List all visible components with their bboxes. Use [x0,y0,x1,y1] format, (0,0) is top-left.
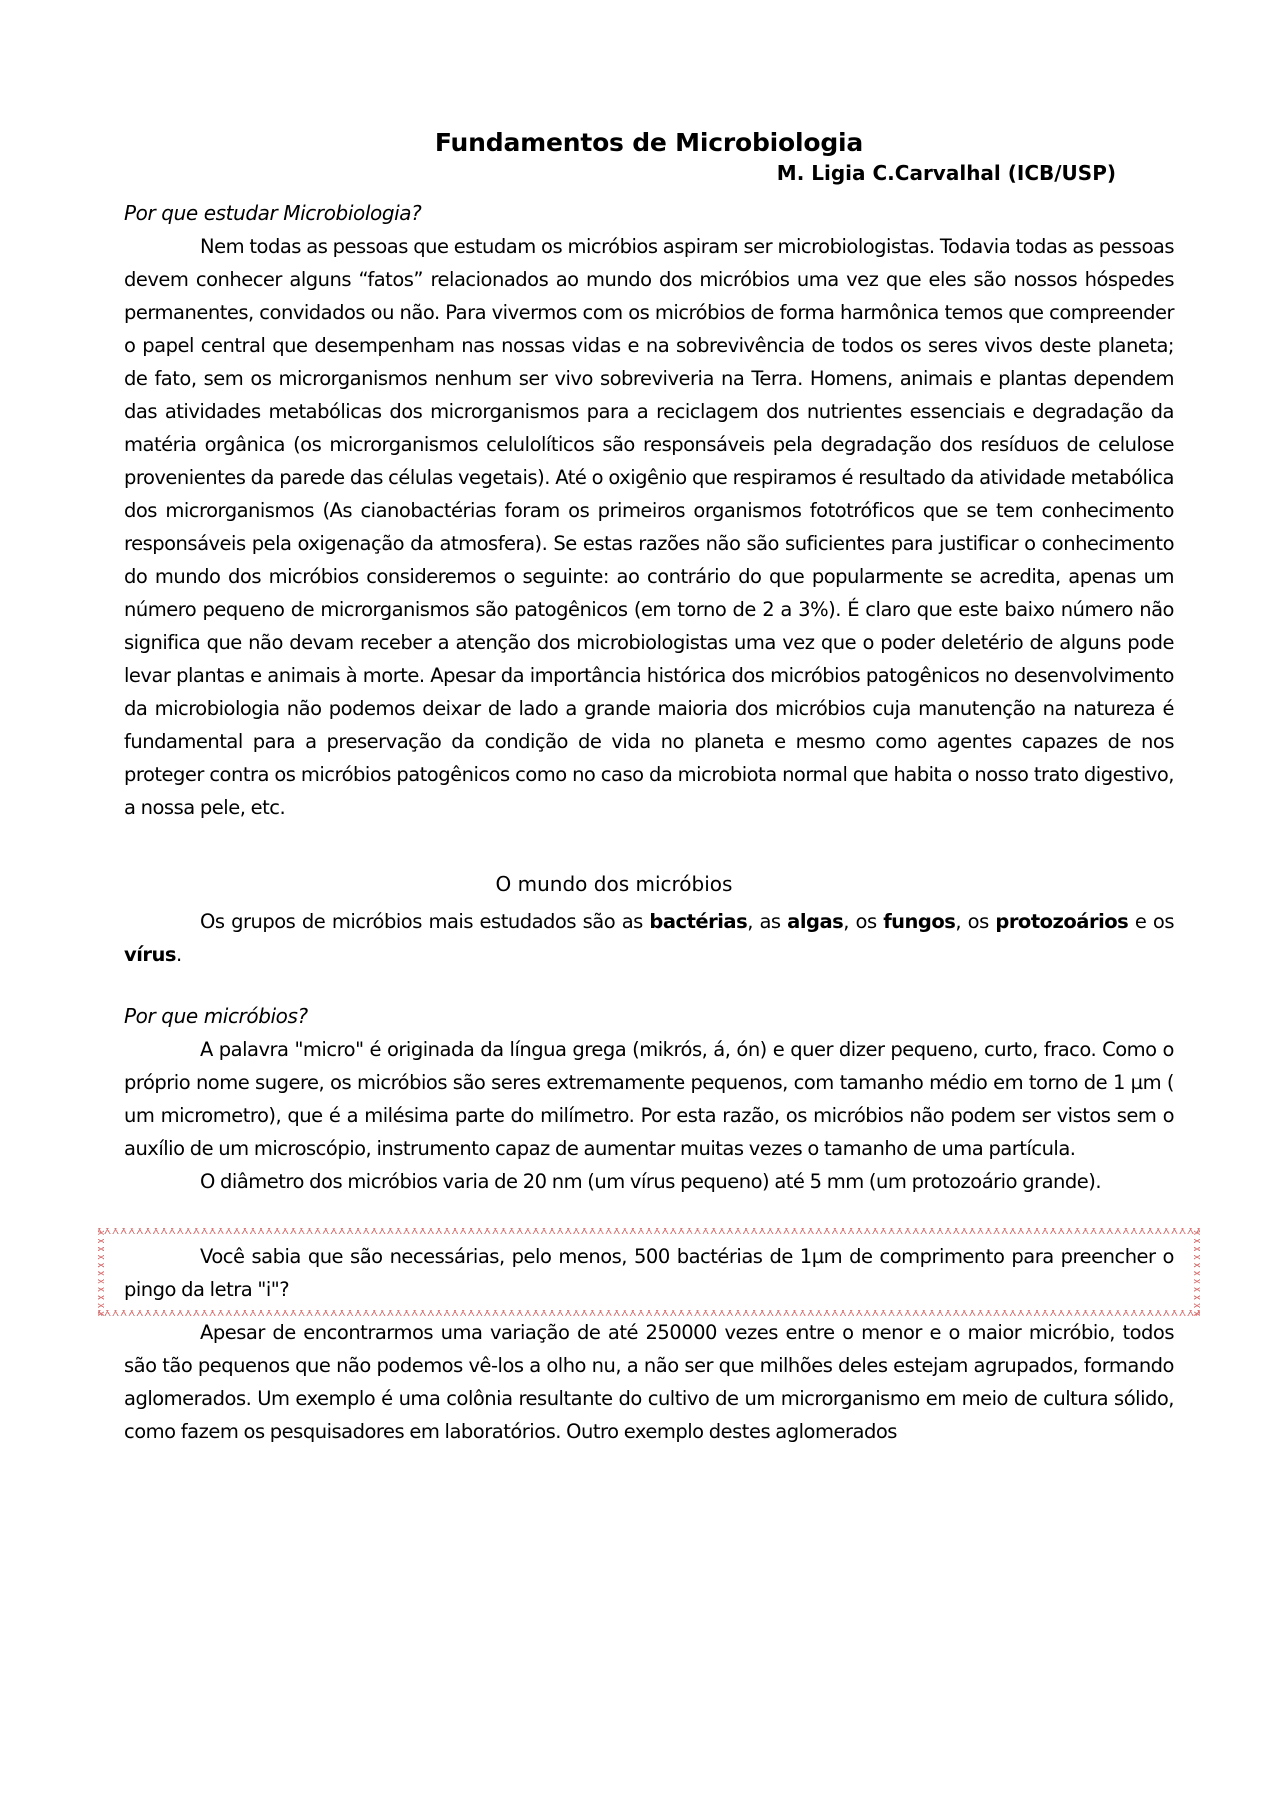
group-protozoa: protozoários [995,910,1129,933]
callout-text: Você sabia que são necessárias, pelo menos, 500 bactérias de 1µm de comprimento para preencher o pingo da letra "i"? [124,1245,1174,1301]
section-heading-why-study: Por que estudar Microbiologia? [124,201,422,225]
group-fungi: fungos [883,910,956,933]
groups-separator: , os [955,910,996,933]
document-title: Fundamentos de Microbiologia [434,128,864,157]
group-bacteria: bactérias [649,910,748,933]
document-page [124,128,1174,1448]
callout-border-left [98,1228,104,1316]
groups-end: . [176,943,182,966]
groups-intro-text: Os grupos de micróbios mais estudados são as [200,910,650,933]
group-virus: vírus [124,943,177,966]
section-heading-why-microbes: Por que micróbios? [124,1004,308,1028]
paragraph-microbe-diameter: O diâmetro dos micróbios varia de 20 nm (um vírus pequeno) até 5 mm (um protozoário grande). [200,1170,1102,1193]
paragraph-why-study: Nem todas as pessoas que estudam os micróbios aspiram ser microbiologistas. Todavia todas as pessoas devem conhecer alguns “fatos” relacionados ao mundo dos micróbios uma vez que eles são nossos hóspedes permanentes, convidados ou não. Para vivermos com os micróbios de forma harmônica temos que compreender o papel central que desempenham nas nossas vidas e na sobrevivência de todos os seres vivos deste planeta; de fato, sem os microrganismos nenhum ser vivo sobreviveria na Terra. Homens, animais e plantas dependem das atividades metabólicas dos microrganismos para a reciclagem dos nutrientes essenciais e degradação da matéria orgânica (os microrganismos celulolíticos são responsáveis pela degradação dos resíduos de celulose provenientes da parede das células vegetais). Até o oxigênio que respiramos é resultado da atividade metabólica dos microrganismos (As cianobactérias foram os primeiros organismos fototróficos que se tem conhecimento responsáveis pela oxigenação da atmosfera). Se estas razões não são suficientes para justificar o conhecimento do mundo dos micróbios consideremos o seguinte: ao contrário do que popularmente se acredita, apenas um número pequeno de microrganismos são patogênicos (em torno de 2 a 3%). É claro que este baixo número não significa que não devam receber a atenção dos microbiologistas uma vez que o poder deletério de alguns pode levar plantas e animais à morte. Apesar da importância histórica dos micróbios patogênicos no desenvolvimento da microbiologia não podemos deixar de lado a grande maioria dos micróbios cuja manutenção na natureza é fundamental para a preservação da condição de vida no planeta e mesmo como agentes capazes de nos proteger contra os micróbios patogênicos como no caso da microbiota normal que habita o nosso trato digestivo, a nossa pele, etc. [124,235,1174,819]
paragraph-microbe-groups [124,905,1174,971]
paragraph-size-variation: Apesar de encontrarmos uma variação de até 250000 vezes entre o menor e o maior micróbio, todos são tão pequenos que não podemos vê-los a olho nu, a não ser que milhões deles estejam agrupados, formando aglomerados. Um exemplo é uma colônia resultante do cultivo de um microrganismo em meio de cultura sólido, como fazem os pesquisadores em laboratórios. Outro exemplo destes aglomerados [124,1321,1174,1443]
group-algae: algas [787,910,844,933]
callout-border-right [1194,1228,1200,1316]
groups-separator: , os [843,910,884,933]
groups-separator: e os [1128,910,1175,933]
paragraph-micro-meaning: A palavra "micro" é originada da língua grega (mikrós, á, ón) e quer dizer pequeno, curto, fraco. Como o próprio nome sugere, os micróbios são seres extremamente pequenos, com tamanho médio em torno de 1 µm ( um micrometro), que é a milésima parte do milímetro. Por esta razão, os micróbios não podem ser vistos sem o auxílio de um microscópio, instrumento capaz de aumentar muitas vezes o tamanho de uma partícula. [124,1038,1174,1160]
document-author: M. Ligia C.Carvalhal (ICB/USP) [776,161,1116,185]
section-heading-microbe-world: O mundo dos micróbios [495,872,733,896]
did-you-know-callout [98,1228,1200,1316]
groups-separator: , as [747,910,788,933]
